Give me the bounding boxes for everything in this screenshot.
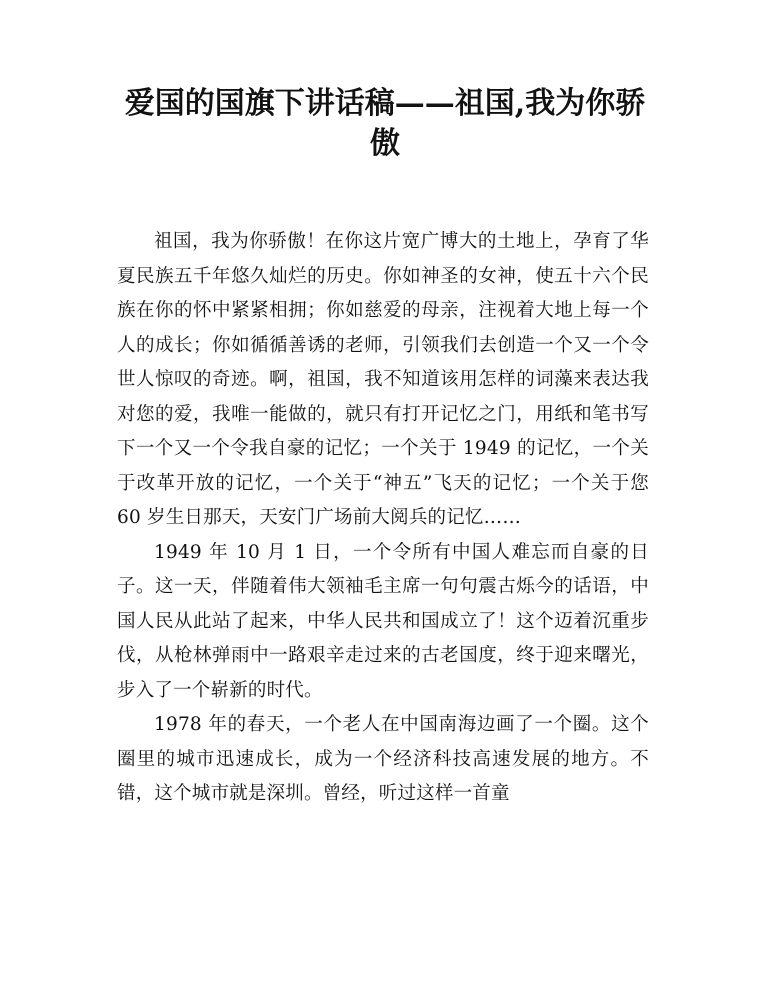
- paragraph-3: 1978 年的春天，一个老人在中国南海边画了一个圈。这个圈里的城市迅速成长，成为一个经济科技高速发展的地方。不错，这个城市就是深圳。曾经，听过这样一首童: [117, 714, 649, 804]
- document-title: 爱国的国旗下讲话稿——祖国,我为你骄傲: [124, 86, 646, 161]
- document-body: [117, 225, 649, 812]
- paragraph-2: 1949 年 10 月 1 日，一个令所有中国人难忘而自豪的日子。这一天，伴随着伟大领袖毛主席一句句震古烁今的话语，中国人民从此站了起来，中华人民共和国成立了！这个迈着沉重步伐，从枪林弹雨中一路艰辛走过来的古老国度，终于迎来曙光，步入了一个崭新的时代。: [117, 541, 649, 701]
- paragraph-1: 祖国，我为你骄傲！在你这片宽广博大的土地上，孕育了华夏民族五千年悠久灿烂的历史。你如神圣的女神，使五十六个民族在你的怀中紧紧相拥；你如慈爱的母亲，注视着大地上每一个人的成长；你如循循善诱的老师，引领我们去创造一个又一个令世人惊叹的奇迹。啊，祖国，我不知道该用怎样的词藻来表达我对您的爱，我唯一能做的，就只有打开记忆之门，用纸和笔书写下一个又一个令我自豪的记忆；一个关于 1949 的记忆，一个关于改革开放的记忆，一个关于“神五”飞天的记忆；一个关于您 60 岁生日那天，天安门广场前大阅兵的记忆……: [117, 231, 649, 528]
